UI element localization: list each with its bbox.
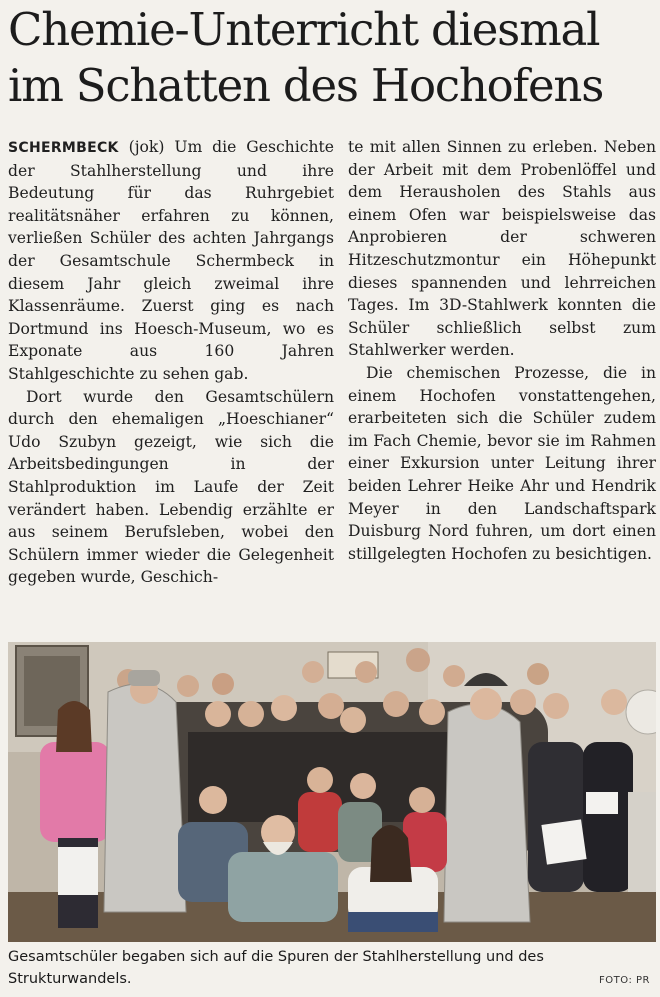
article-column-left [8,136,334,589]
headline-line-1: Chemie-Unterricht diesmal [8,3,600,56]
article-paragraph [8,136,334,386]
photo-credit: FOTO: PR [599,975,650,986]
headline-line-2: im Schatten des Hochofens [8,59,604,112]
headline [8,2,658,114]
group-photo-illustration [8,642,656,942]
paragraph-text: (jok) Um die Geschichte der Stahlherstellung und ihre Bedeutung für das Ruhrgebiet realitätsnäher erfahren zu können, verließen Schüler des achten Jahrgangs der Gesamtschule Schermbeck in diesem Jahr gleich zweimal ihre Klassenräume. Zuerst ging es nach Dortmund ins Hoesch-Museum, wo es Exponate aus 160 Jahren Stahlgeschichte zu sehen gab. [8,138,334,383]
group-photo [8,642,656,942]
dateline: SCHERMBECK [8,140,119,156]
article-paragraph: te mit allen Sinnen zu erleben. Neben der Arbeit mit dem Probenlöffel und dem Herausholen des Stahls aus einem Ofen war beispielsweise das Anprobieren der schweren Hitzeschutzmontur ein Höhepunkt dieses spannenden und lehrreichen Tages. Im 3D-Stahlwerk konnten die Schüler schließlich selbst zum Stahlwerker werden. [348,138,656,360]
article-column-right [348,136,656,565]
article-paragraph: Die chemischen Prozesse, die in einem Hochofen vonstattengehen, erarbeiteten sich die Schüler zudem im Fach Chemie, bevor sie im Rahmen einer Exkursion unter Leitung ihrer beiden Lehrer Heike Ahr und Hendrik Meyer in den Landschaftspark Duisburg Nord fuhren, um dort einen stillgelegten Hochofen zu besichtigen. [348,363,656,563]
photo-caption: Gesamtschüler begaben sich auf die Spuren der Stahlherstellung und des Strukturwandels. [8,949,544,987]
article-paragraph: Dort wurde den Gesamtschülern durch den ehemaligen „Hoeschianer“ Udo Szubyn gezeigt, wie sich die Arbeitsbedingungen in der Stahlproduktion im Laufe der Zeit verändert haben. Lebendig erzählte er aus seinem Berufsleben, wobei den Schülern immer wieder die Gelegenheit gegeben wurde, Geschich- [8,387,334,587]
